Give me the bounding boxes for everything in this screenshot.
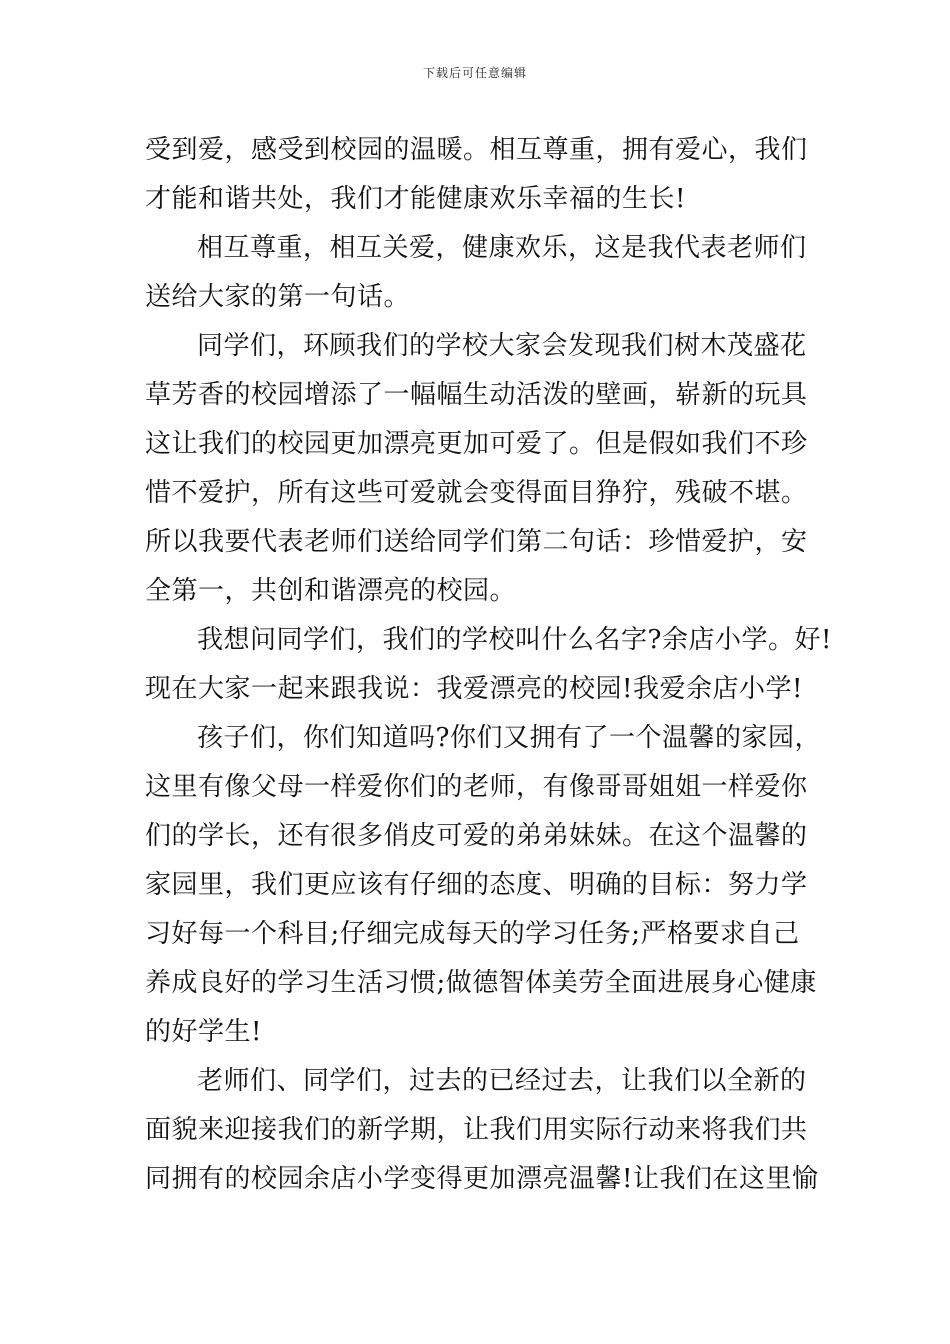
- text-line: 面貌来迎接我们的新学期，让我们用实际行动来将我们共: [145, 1115, 808, 1145]
- text-line: 的好学生!: [145, 1017, 262, 1047]
- text-line: 送给大家的第一句话。: [145, 282, 411, 312]
- text-line: 草芳香的校园增添了一幅幅生动活泼的壁画，崭新的玩具: [145, 380, 808, 410]
- text-line: 同拥有的校园余店小学变得更加漂亮温馨!让我们在这里愉: [145, 1164, 819, 1194]
- paragraph-first-line: 孩子们，你们知道吗?你们又拥有了一个温馨的家园，: [197, 723, 821, 753]
- text-line: 家园里，我们更应该有仔细的态度、明确的目标：努力学: [145, 870, 808, 900]
- text-line: 现在大家一起来跟我说：我爱漂亮的校园!我爱余店小学!: [145, 674, 803, 704]
- document-body: [145, 126, 832, 1204]
- text-line: 全第一，共创和谐漂亮的校园。: [145, 576, 517, 606]
- page-header: 下载后可任意编辑: [422, 66, 527, 80]
- paragraph-first-line: 我想问同学们，我们的学校叫什么名字?余店小学。好!: [197, 625, 832, 655]
- text-line: 惜不爱护，所有这些可爱就会变得面目狰狞，残破不堪。: [145, 478, 808, 508]
- text-line: 们的学长，还有很多俏皮可爱的弟弟妹妹。在这个温馨的: [145, 821, 808, 851]
- text-line: 习好每一个科目;仔细完成每天的学习任务;严格要求自己: [145, 919, 800, 949]
- paragraph-first-line: 同学们，环顾我们的学校大家会发现我们树木茂盛花: [197, 331, 807, 361]
- text-line: 受到爱，感受到校园的温暖。相互尊重，拥有爱心，我们: [145, 135, 808, 165]
- paragraph-first-line: 相互尊重，相互关爱，健康欢乐，这是我代表老师们: [197, 233, 807, 263]
- text-line: 养成良好的学习生活习惯;做德智体美劳全面进展身心健康: [145, 968, 817, 998]
- paragraph-first-line: 老师们、同学们，过去的已经过去，让我们以全新的: [197, 1066, 807, 1096]
- text-line: 才能和谐共处，我们才能健康欢乐幸福的生长!: [145, 184, 686, 214]
- text-line: 这里有像父母一样爱你们的老师，有像哥哥姐姐一样爱你: [145, 772, 808, 802]
- text-line: 所以我要代表老师们送给同学们第二句话：珍惜爱护，安: [145, 527, 808, 557]
- text-line: 这让我们的校园更加漂亮更加可爱了。但是假如我们不珍: [145, 429, 808, 459]
